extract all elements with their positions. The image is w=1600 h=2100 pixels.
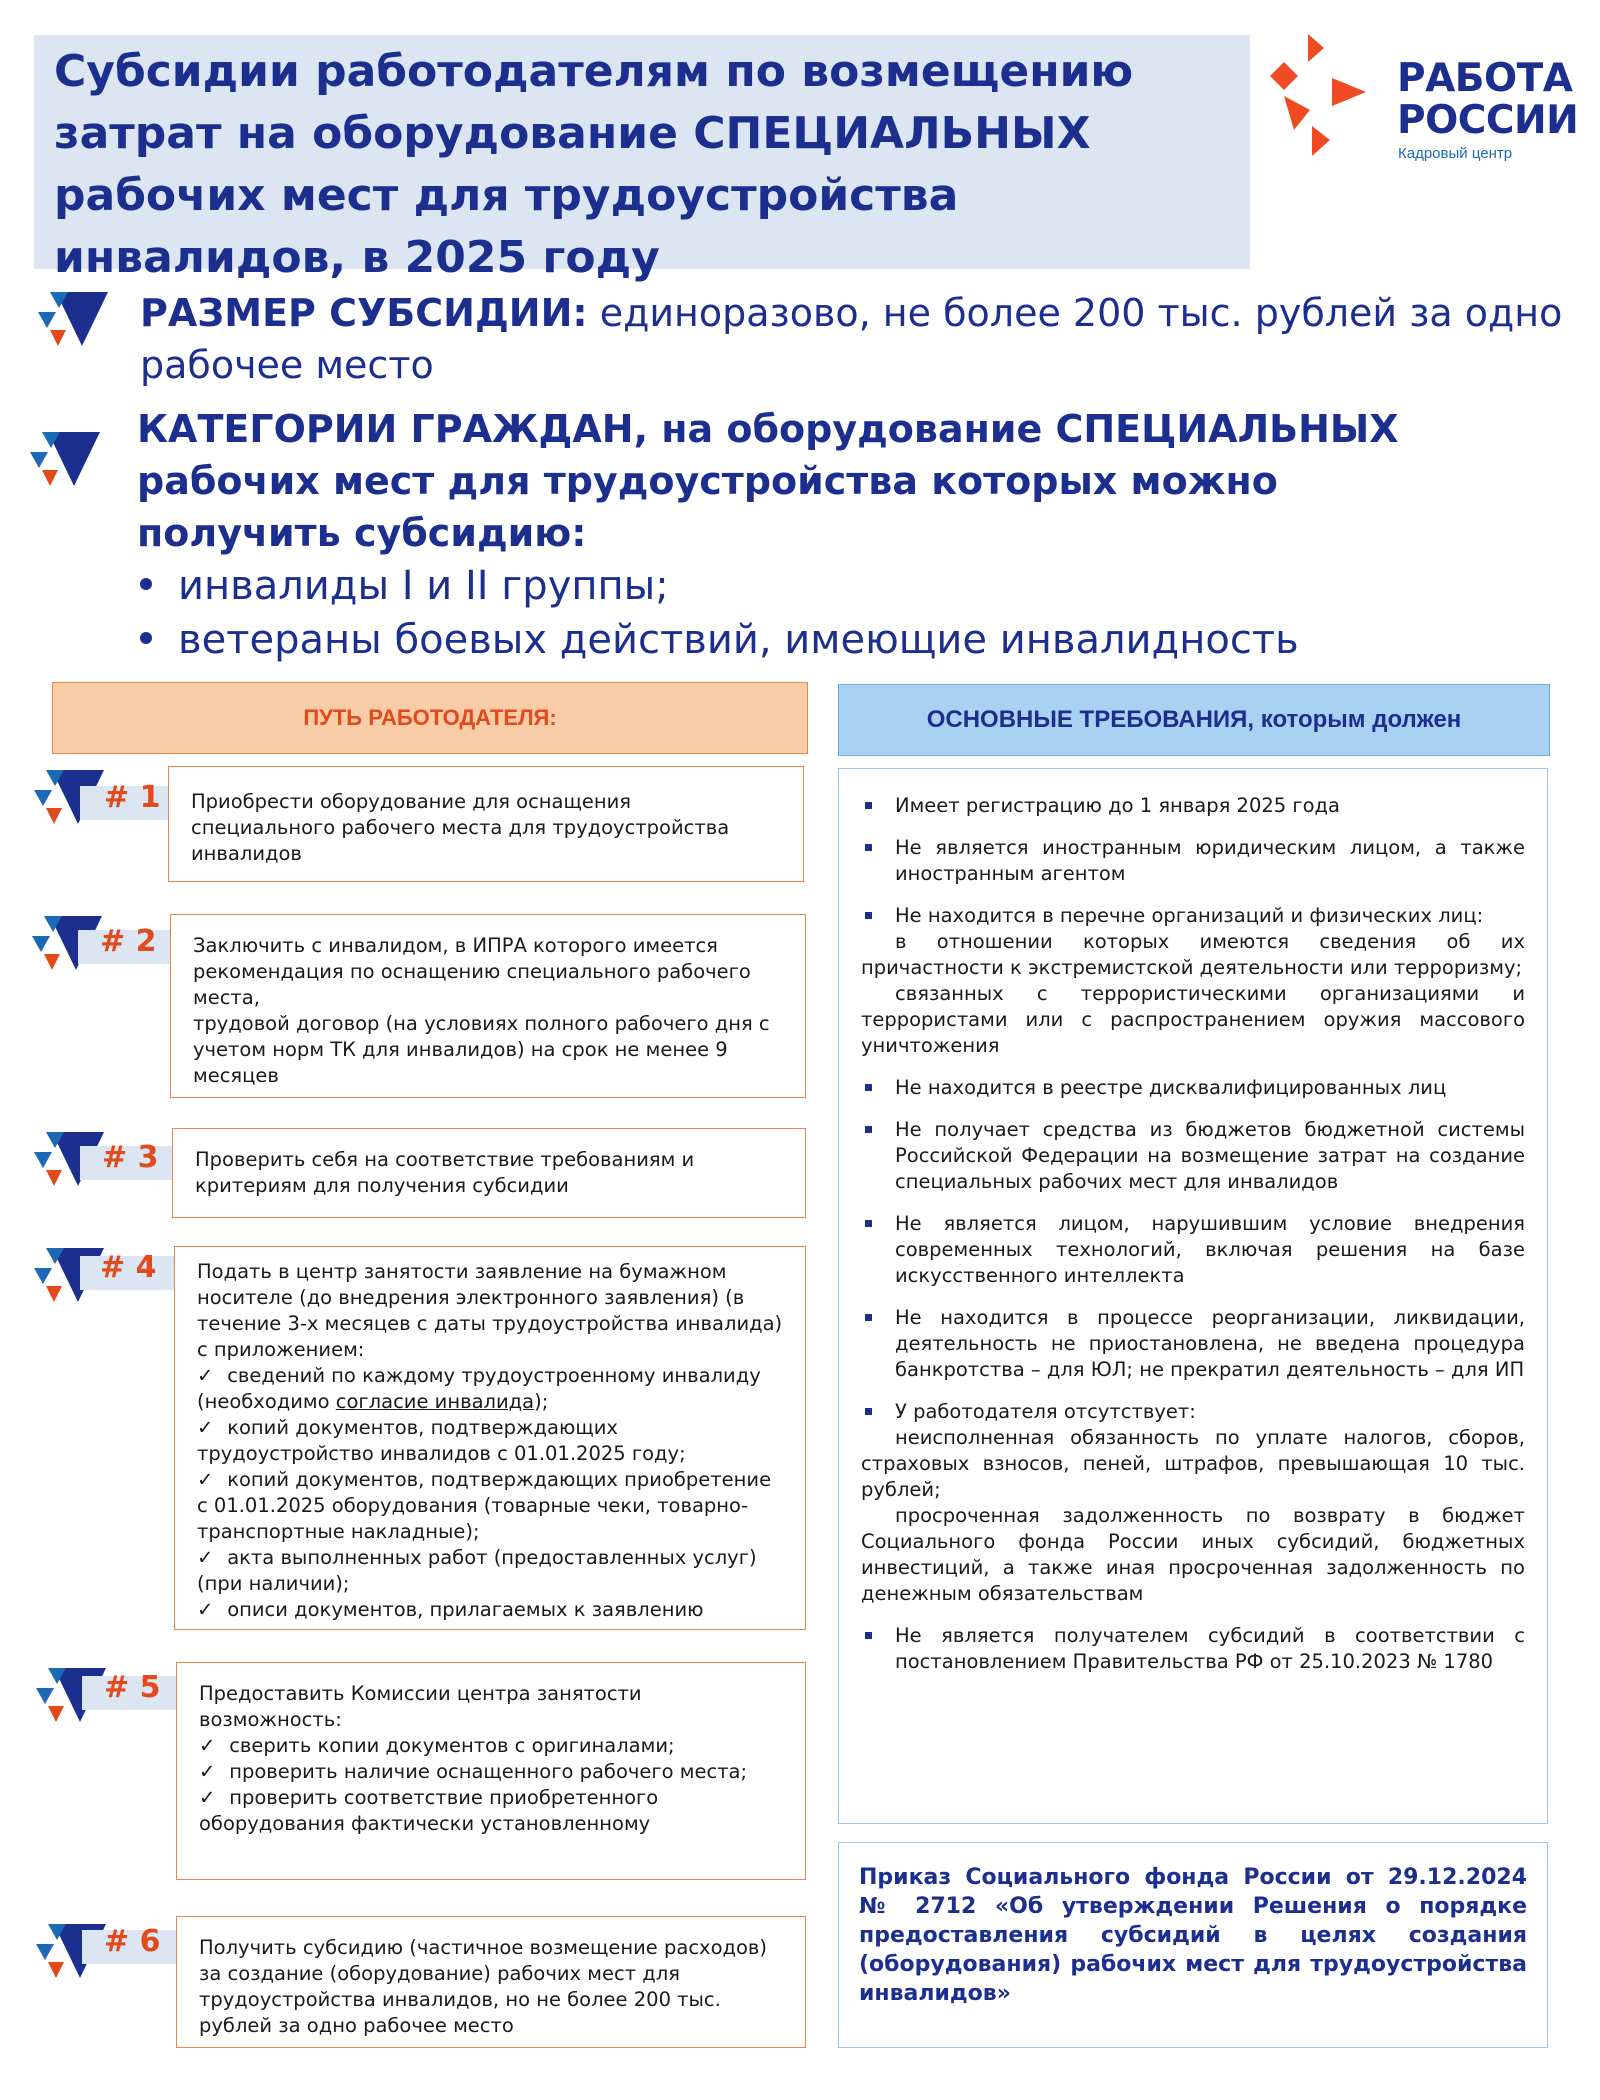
step-check-item: ✓ акта выполненных работ (предоставленных услуг) (при наличии); bbox=[197, 1546, 757, 1595]
bullet-square-icon bbox=[865, 844, 872, 851]
requirements-header: ОСНОВНЫЕ ТРЕБОВАНИЯ, которым должен bbox=[838, 684, 1550, 756]
requirement-item: Имеет регистрацию до 1 января 2025 года bbox=[861, 793, 1525, 819]
requirement-item: Не находится в перечне организаций и физических лиц: в отношении которых имеются сведения об их причастности к экстремистской деятельности или терроризму; связанных с террористическими организациями и террористами или с распространением оружия массового уничтожения bbox=[861, 904, 1525, 1057]
bullet-square-icon bbox=[865, 1632, 872, 1639]
logo-subtitle: Кадровый центр bbox=[1398, 145, 1513, 162]
check-icon: ✓ bbox=[197, 1416, 214, 1439]
check-icon: ✓ bbox=[199, 1786, 216, 1809]
step-check-item: ✓ проверить наличие оснащенного рабочего места; bbox=[199, 1760, 748, 1783]
step-check-item: ✓ сверить копии документов с оригиналами; bbox=[199, 1734, 675, 1757]
step-check-item: ✓ описи документов, прилагаемых к заявлению bbox=[197, 1598, 704, 1621]
step-text: трудовой договор (на условиях полного рабочего дня с учетом норм ТК для инвалидов) на срок не менее 9 месяцев bbox=[193, 1012, 770, 1087]
step-number: # 1 bbox=[104, 780, 161, 815]
step-check-item: ✓ копий документов, подтверждающих приобретение с 01.01.2025 оборудования (товарные чеки, товарно-транспортные накладные); bbox=[197, 1468, 772, 1543]
step-2-box bbox=[170, 914, 806, 1098]
check-icon: ✓ bbox=[197, 1364, 214, 1387]
step-number: # 6 bbox=[104, 1924, 161, 1959]
requirement-item: Не находится в процессе реорганизации, ликвидации, деятельность не приостановлена, не введена процедура банкротства – для ЮЛ; не прекратил деятельность – для ИП bbox=[861, 1305, 1525, 1383]
page-title: Субсидии работодателям по возмещению затрат на оборудование СПЕЦИАЛЬНЫХ рабочих мест для трудоустройства инвалидов, в 2025 году bbox=[54, 46, 1134, 283]
requirement-item: У работодателя отсутствует: неисполненная обязанность по уплате налогов, сборов, страховых взносов, пеней, штрафов, превышающая 10 тыс. рублей; просроченная задолженность по возврату в бюджет Социального фонда России иных субсидий, бюджетных инвестиций, а также иная просроченная задолженность по денежным обязательствам bbox=[861, 1400, 1525, 1605]
bullet-icon bbox=[140, 578, 152, 590]
step-number: # 3 bbox=[102, 1140, 159, 1175]
subsidy-size-label: РАЗМЕР СУБСИДИИ: bbox=[140, 291, 588, 335]
step-4-box bbox=[174, 1246, 806, 1630]
check-icon: ✓ bbox=[197, 1546, 214, 1569]
bullet-square-icon bbox=[865, 1408, 872, 1415]
step-3-box bbox=[172, 1128, 806, 1218]
requirement-subitem: просроченная задолженность по возврату в бюджет Социального фонда России иных субсидий, бюджетных инвестиций, а также иная просроченная задолженность по денежным обязательствам bbox=[861, 1504, 1525, 1605]
step-text: Приобрести оборудование для оснащения специального рабочего места для трудоустройства инвалидов bbox=[191, 790, 730, 865]
step-text: Получить субсидию (частичное возмещение расходов) за создание (оборудование) рабочих мест для трудоустройства инвалидов, но не более 200 тыс. рублей за одно рабочее место bbox=[199, 1936, 768, 2037]
step-text: Проверить себя на соответствие требованиям и критериям для получения субсидии bbox=[195, 1148, 695, 1197]
bullet-square-icon bbox=[865, 1084, 872, 1091]
check-icon: ✓ bbox=[199, 1734, 216, 1757]
step-check-item: ✓ сведений по каждому трудоустроенному инвалиду (необходимо согласие инвалида); bbox=[197, 1364, 761, 1413]
category-item: инвалиды I и II группы; bbox=[140, 560, 669, 612]
step-number: # 4 bbox=[100, 1250, 157, 1285]
title-banner bbox=[34, 35, 1250, 283]
logo-title-line-1: РАБОТА bbox=[1397, 56, 1573, 101]
step-check-item: ✓ проверить соответствие приобретенного оборудования фактически установленному bbox=[199, 1786, 659, 1835]
check-icon: ✓ bbox=[197, 1598, 214, 1621]
category-item: ветераны боевых действий, имеющие инвалидность bbox=[140, 614, 1299, 666]
step-text: Подать в центр занятости заявление на бумажном носителе (до внедрения электронного заявления) (в течение 3-х месяцев с даты трудоустройства инвалида) с приложением: bbox=[197, 1260, 783, 1361]
logo bbox=[1262, 30, 1582, 180]
step-number: # 2 bbox=[100, 924, 157, 959]
logo-title-line-2: РОССИИ bbox=[1397, 98, 1579, 143]
order-reference: Приказ Социального фонда России от 29.12.2024 № 2712 «Об утверждении Решения о порядке предоставления субсидий в целях создания (оборудования) рабочих мест для трудоустройства инвалидов» bbox=[838, 1842, 1548, 2048]
requirement-item: Не находится в реестре дисквалифицированных лиц bbox=[861, 1075, 1525, 1101]
section-marker-icon bbox=[30, 290, 114, 350]
step-1-box bbox=[168, 766, 804, 882]
step-number: # 5 bbox=[104, 1670, 161, 1705]
path-header: ПУТЬ РАБОТОДАТЕЛЯ: bbox=[52, 682, 808, 754]
step-6-box bbox=[176, 1916, 806, 2048]
step-5-box bbox=[176, 1662, 806, 1880]
bullet-square-icon bbox=[865, 912, 872, 919]
requirement-item: Не получает средства из бюджетов бюджетной системы Российской Федерации на возмещение затрат на создание специальных рабочих мест для инвалидов bbox=[861, 1117, 1525, 1195]
bullet-icon bbox=[140, 632, 152, 644]
requirement-subitem: неисполненная обязанность по уплате налогов, сборов, страховых взносов, пеней, штрафов, превышающая 10 тыс. рублей; bbox=[861, 1426, 1525, 1501]
subsidy-size bbox=[140, 287, 1580, 391]
step-check-item: ✓ копий документов, подтверждающих трудоустройство инвалидов с 01.01.2025 году; bbox=[197, 1416, 686, 1465]
section-marker-icon bbox=[22, 430, 106, 490]
logo-title bbox=[1397, 58, 1578, 142]
requirement-item: Не является получателем субсидий в соответствии с постановлением Правительства РФ от 25.10.2023 № 1780 bbox=[861, 1623, 1525, 1675]
bullet-square-icon bbox=[865, 802, 872, 809]
requirements-list bbox=[838, 768, 1548, 1824]
logo-mark-icon bbox=[1262, 30, 1392, 160]
subsidy-size-text: единоразово, не более 200 тыс. рублей за одно рабочее место bbox=[140, 291, 1563, 387]
requirement-item: Не является лицом, нарушившим условие внедрения современных технологий, включая решения на базе искусственного интеллекта bbox=[861, 1211, 1525, 1289]
bullet-square-icon bbox=[865, 1314, 872, 1321]
categories-heading: КАТЕГОРИИ ГРАЖДАН, на оборудование СПЕЦИАЛЬНЫХ рабочих мест для трудоустройства которых можно получить субсидию: bbox=[137, 407, 1399, 555]
bullet-square-icon bbox=[865, 1220, 872, 1227]
requirement-subitem: связанных с террористическими организациями и террористами или с распространением оружия массового уничтожения bbox=[861, 982, 1525, 1057]
check-icon: ✓ bbox=[197, 1468, 214, 1491]
consent-link-text: согласие инвалида bbox=[335, 1390, 535, 1413]
check-icon: ✓ bbox=[199, 1760, 216, 1783]
step-text: Предоставить Комиссии центра занятости возможность: bbox=[199, 1682, 642, 1731]
bullet-square-icon bbox=[865, 1126, 872, 1133]
step-text: Заключить с инвалидом, в ИПРА которого имеется рекомендация по оснащению специального рабочего места, bbox=[193, 934, 751, 1009]
requirement-subitem: в отношении которых имеются сведения об их причастности к экстремистской деятельности или терроризму; bbox=[861, 930, 1525, 979]
requirement-item: Не является иностранным юридическим лицом, а также иностранным агентом bbox=[861, 835, 1525, 887]
